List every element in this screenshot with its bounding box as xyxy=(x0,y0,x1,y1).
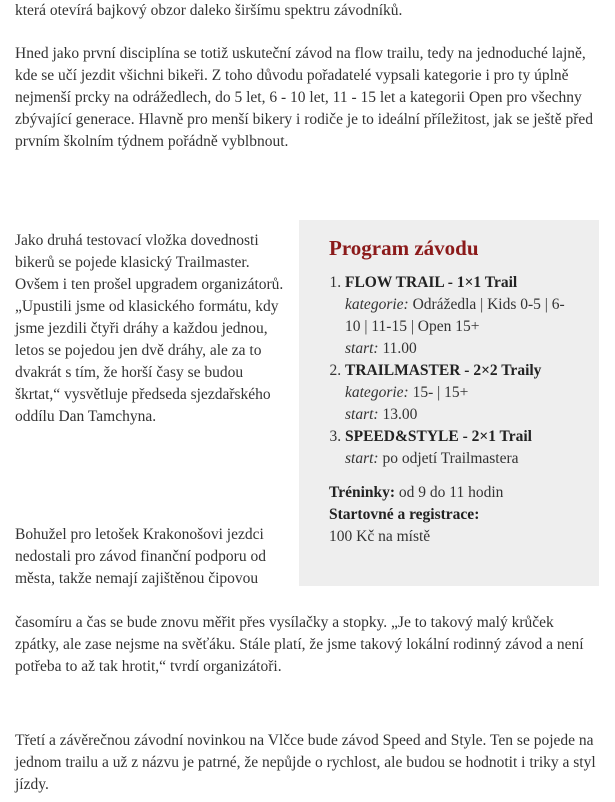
start-value: 11.00 xyxy=(382,340,417,357)
paragraph-trailmaster: Jako druhá testovací vložka dovednosti bikerů se pojede klasický Trailmaster. Ovšem i ten prošel upgradem organizátorů. „Upustili jsme od klasického formátu, kdy jsme jezdili čtyři dráhy a každou jednou, letos se pojedou jen dvě dráhy, ale za to dvakrát s tím, že horší časy se budou škrtat,“ vysvětluje předseda sjezdařského oddílu Dan Tamchyna. xyxy=(15,232,284,425)
program-item-name: FLOW TRAIL - 1×1 Trail xyxy=(345,274,518,291)
category-value: 15- | 15+ xyxy=(412,384,469,401)
paragraph-intro-end: která otevírá bajkový obzor daleko širšímu spektru závodníků. xyxy=(15,2,403,19)
start-label: start: xyxy=(345,406,379,423)
start-label: start: xyxy=(345,340,379,357)
fee-value: 100 Kč na místě xyxy=(329,528,431,545)
program-info xyxy=(329,482,579,548)
program-list xyxy=(329,272,579,470)
paragraph-funding-start: Bohužel pro letošek Krakonošovi jezdci nedostali pro závod finanční podporu od města, takže nemají zajištěnou čipovou xyxy=(15,526,266,587)
program-title: Program závodu xyxy=(329,236,479,260)
start-value: 13.00 xyxy=(382,406,418,423)
paragraph-speed-style: Třetí a závěrečnou závodní novinkou na Vlčce bude závod Speed and Style. Ten se pojede na jednom trailu a už z názvu je patrné, že nepůjde o rychlost, ale budou se hodnotit i triky a styl jízdy. xyxy=(15,732,596,793)
program-item-speed-style xyxy=(345,426,579,470)
start-label: start: xyxy=(345,450,379,467)
fee-label: Startovné a registrace: xyxy=(329,506,480,523)
category-value: Odrážedla | Kids 0-5 | 6-10 | 11-15 | Open 15+ xyxy=(345,296,565,335)
program-item-name: TRAILMASTER - 2×2 Traily xyxy=(345,362,542,379)
category-label: kategorie: xyxy=(345,384,409,401)
program-item-name: SPEED&STYLE - 2×1 Trail xyxy=(345,428,532,445)
program-item-flow-trail xyxy=(345,272,579,360)
paragraph-funding-end: časomíru a čas se bude znovu měřit přes vysílačky a stopky. „Je to takový malý krůček zpátky, ale zase nejsme na svěťáku. Stále platí, že jsme takový lokální rodinný závod a není potřeba to až tak hrotit,“ tvrdí organizátoři. xyxy=(15,614,584,675)
start-value: po odjetí Trailmastera xyxy=(382,450,519,467)
trainings-label: Tréninky: xyxy=(329,484,396,501)
trainings-value: od 9 do 11 hodin xyxy=(398,484,504,501)
program-box xyxy=(299,220,599,586)
paragraph-flow-trail: Hned jako první disciplína se totiž uskuteční závod na flow trailu, tedy na jednoduché lajně, kde se učí jezdit všichni bikeři. Z toho důvodu pořadatelé vypsali kategorie i pro ty úplně nejmenší prcky na odrážedlech, do 5 let, 6 - 10 let, 11 - 15 let a kategorii Open pro všechny zbývající generace. Hlavně pro menší bikery i rodiče je to ideální příležitost, jak se ještě před prvním školním týdnem pořádně vyblbnout. xyxy=(15,45,594,150)
category-label: kategorie: xyxy=(345,296,409,313)
program-item-trailmaster xyxy=(345,360,579,426)
